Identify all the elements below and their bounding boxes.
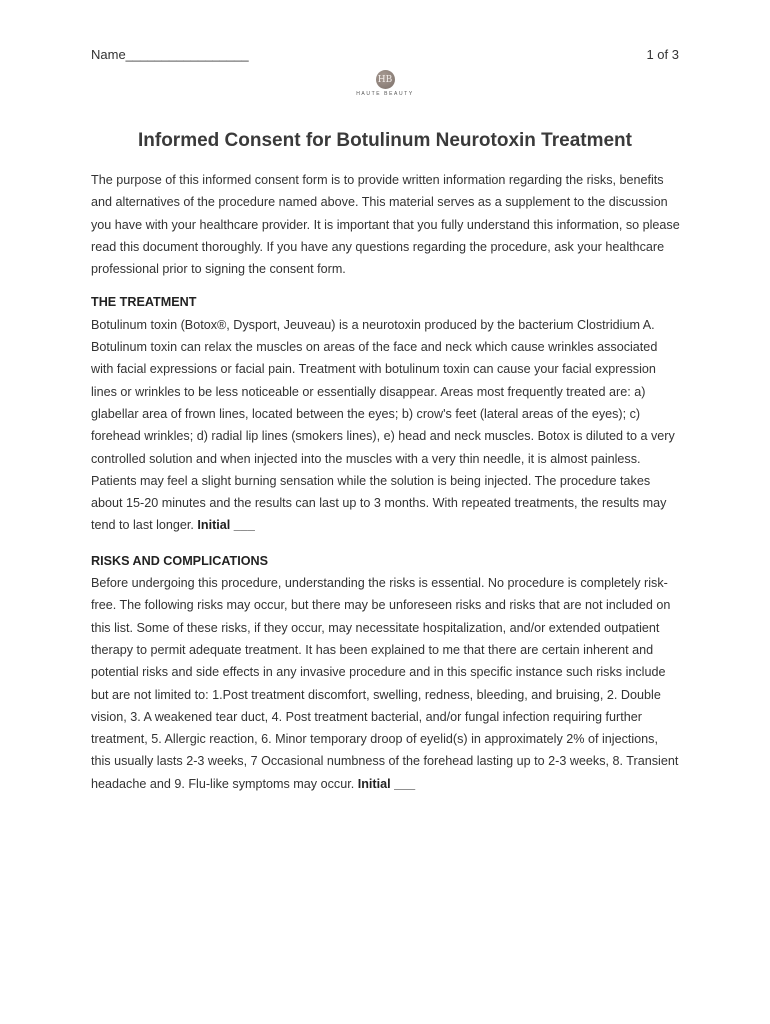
name-field[interactable]: Name_________________ [91,47,249,62]
risks-paragraph [91,572,681,795]
risks-initial-field[interactable]: Initial ___ [357,776,416,791]
document-body [91,169,681,795]
risks-heading: RISKS AND COMPLICATIONS [91,553,269,568]
page-header [91,47,679,62]
treatment-paragraph [91,314,681,537]
page-indicator: 1 of 3 [646,47,679,62]
logo-text: HAUTE BEAUTY [356,91,414,97]
brand-logo [0,70,770,97]
treatment-body: Botulinum toxin (Botox®, Dysport, Jeuveau) is a neurotoxin produced by the bacterium Clostridium A. Botulinum toxin can relax the muscles on areas of the face and neck which cause wrinkles associated with facial expressions or facial pain. Treatment with botulinum toxin can cause your facial expression lines or wrinkles to be less noticeable or essentially disappear. Areas most frequently treated are: a) glabellar area of frown lines, located between the eyes; b) crow's feet (lateral areas of the eyes); c) forehead wrinkles; d) radial lip lines (smokers lines), e) head and neck muscles. Botox is diluted to a very controlled solution and when injected into the muscles with a very thin needle, it is almost painless. Patients may feel a slight burning sensation while the solution is being injected. The procedure takes about 15-20 minutes and the results can last up to 3 months. With repeated treatments, the results may tend to last longer. [91,317,675,533]
document-title: Informed Consent for Botulinum Neurotoxin Treatment [137,130,632,151]
treatment-heading: THE TREATMENT [91,295,197,310]
risks-body: Before undergoing this procedure, understanding the risks is essential. No procedure is completely risk-free. The following risks may occur, but there may be unforeseen risks and risks that are not included on this list. Some of these risks, if they occur, may necessitate hospitalization, and/or extended outpatient therapy to permit adequate treatment. It has been explained to me that there are certain inherent and potential risks and side effects in any invasive procedure and in this specific instance such risks include but are not limited to: 1.Post treatment discomfort, swelling, redness, bleeding, and bruising, 2. Double vision, 3. A weakened tear duct, 4. Post treatment bacterial, and/or fungal infection requiring further treatment, 5. Allergic reaction, 6. Minor temporary droop of eyelid(s) in approximately 2% of injections, this usually lasts 2-3 weeks, 7 Occasional numbness of the forehead lasting up to 2-3 weeks, 8. Transient headache and 9. Flu-like symptoms may occur. [91,576,679,791]
logo-mark-text: HB [377,74,393,85]
logo-mark-icon [376,70,395,89]
treatment-initial-field[interactable]: Initial ___ [197,518,255,533]
intro-paragraph: The purpose of this informed consent form is to provide written information regarding the risks, benefits and alternatives of the procedure named above. This material serves as a supplement to the discussion you have with your healthcare provider. It is important that you fully understand this information, so please read this document thoroughly. If you have any questions regarding the procedure, ask your healthcare professional prior to signing the consent form. [91,173,680,277]
